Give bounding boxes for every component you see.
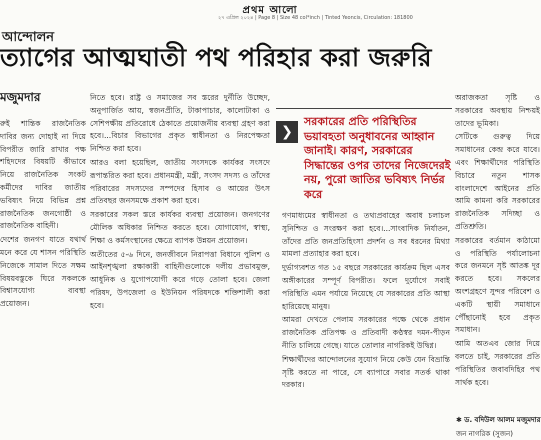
paragraph: আমরা দেখতে পেলাম সরকারের পক্ষে থেকে প্রধান রাজনৈতিক প্রতিপক্ষ ও প্রতিবাদী কণ্ঠস্বর দমন-পীড়ন নীতি চালিয়ে গেছে। যাতে তোলার নাগরিকই উদ্বিগ্ন। — [282, 315, 450, 350]
paragraph: রুই শান্তিক রাজনৈতিক দাবির জন্য দোহাই না দিয়ে বিপরীত জারি রাখার পক্ষ শহিদদের বিষয়টি কীভাবে নিয়ে রাজনৈতিক সংকট কর্মীদের দাবির জাতীয় ভবিষ্যৎ নিয়ে বিভিন্ন প্রশ্ন রাজনৈতিক জনগোষ্ঠী ও রাজনৈতিক বাহিনী। — [0, 119, 86, 231]
author-byline: মজুমদার — [0, 90, 41, 104]
article-column-2 — [90, 92, 270, 440]
masthead — [0, 0, 540, 24]
article-column-1 — [0, 118, 86, 440]
paragraph: দুর্ভাগ্যবশত গত ১৫ বছরে সরকারের কার্যক্রম ছিল এসব অঙ্গীকারের সম্পূর্ণ বিপরীত। ফলে দুর্যোগে সবাই পরিস্থিতি এমন পর্যায়ে নিয়েছে যে সরকারের প্রতি আস্থা হারিয়েছে মানুষ। — [282, 263, 450, 311]
newspaper-logo: প্রথম আলো — [242, 5, 298, 16]
paragraph: দেশের জনগণ যাতে যথার্থ মনে করে যে শাসন পরিস্থিতি নিজেকে সামাল দিতে সক্ষম বিষয়বস্তুকে ঘিরে সকলকে বিশ্বাসযোগ্য ব্যবস্থা প্রয়োজন। — [0, 235, 86, 309]
paragraph: গণমাধ্যমের স্বাধীনতা ও তথ্যপ্রবাহের অবাধ চলাচল সুনিশ্চিত ও সংরক্ষণ করা হবে।...সাংবাদিক নির্যাতন, তাঁদের প্রতি জনপ্রতিহিংসা প্রদর্শন ও সব ধরনের মিথ্যা মামলা প্রত্যাহার করা হবে। — [282, 211, 450, 259]
paragraph: সরকারের সকল স্তরে কার্যকর ব্যবস্থা প্রয়োজন। জনগণের মৌলিক অধিকার নিশ্চিত করতে হবে। যোগাযোগ, স্বাস্থ্য, শিক্ষা ও কর্মসংস্থানের ক্ষেত্রে ব্যাপক উন্নয়ন প্রয়োজন। — [90, 210, 270, 245]
paragraph: শিক্ষার্থীদের আন্দোলনের সুযোগ নিয়ে কেউ যেন বিভ্রান্তি সৃষ্টি করতে না পারে, সে ব্যাপারে সবার সতর্ক থাকা দরকার। — [282, 354, 450, 390]
paragraph: আরও বলা হয়েছিল, জাতীয় সংসদকে কার্যকর সংসদে রূপান্তরিত করা হবে। প্রধানমন্ত্রী, মন্ত্রী, সংসদ সদস্য ও তাঁদের পরিবারের সদস্যদের সম্পদের হিসাব ও আয়ের উৎস প্রতিবছর জনসমক্ষে প্রকাশ করা হবে। — [90, 157, 270, 206]
paragraph: অতীতের ৫-৬ দিনে, জনজীবনে নিরাপত্তা বিধানে পুলিশ ও আইনশৃঙ্খলা রক্ষাকারী বাহিনীগুলোকে দলীয় প্রভাবমুক্ত, আধুনিক ও যুগোপযোগী করে গড়ে তোলা হবে। জেলা পরিষদ, উপজেলা ও ইউনিয়ন পরিষদকে শক্তিশালী করা হবে। — [90, 249, 270, 310]
author-role: জন নাগরিক (সুজন) — [456, 430, 513, 438]
paragraph: অরাজকতা সৃষ্টি ও সরকারের অবস্থায় নিশ্চয়ই তাদের ভূমিকা। — [455, 93, 540, 128]
paragraph: সরকারের বর্তমান কাঠামো ও পরিস্থিতি পর্যালোচনা করে জনমনে সৃষ্ট আতঙ্ক দূর করতে হবে। সকলের অংশগ্রহণে সুন্দর পরিবেশ ও একটি স্থায়ী সমাধানে পৌঁছানোই হবে প্রকৃত সমাধান। — [455, 235, 540, 335]
article-column-4 — [455, 92, 540, 430]
paragraph: সেটিকে গুরুত্ব দিয়ে সমাধানের কেন্দ্র করে যাবে। এবং শিক্ষার্থীদের পরিস্থিতি বিচারে নতুন শাসক বাংলাদেশে আইনের প্রতি আমি কামনা করি সরকারের রাজনৈতিক সদিচ্ছা ও প্রতিশ্রুতি। — [455, 132, 540, 231]
section-label: আন্দোলন — [2, 30, 55, 45]
article-headline: ত্যাগের আত্মঘাতী পথ পরিহার করা জরুরি — [0, 43, 432, 72]
quote-chevron-icon: ❯ — [276, 121, 298, 143]
paragraph: নিতে হবে। রাষ্ট্র ও সমাজের সব স্তরের দুর্নীতি উচ্ছেদ, অনুপার্জিত আয়, স্বজনপ্রীতি, টাকাপাচার, কালোটাকা ও সেশিপক্ষীয় প্রতিরোধে ঠেকাতে প্রয়োজনীয় ব্যবস্থা গ্রহণ করা হবে।...বিচার বিভাগের প্রকৃত স্বাধীনতা ও নিরপেক্ষতা নিশ্চিত করা হবে। — [90, 93, 270, 154]
author-signature: ✱ ড. বদিউল আলম মজুমদার — [456, 416, 541, 424]
paragraph: আমি অতএব জোর দিয়ে বলতে চাই, সরকারের প্রতি পরিস্থিতির জবাবদিহির পথ সার্থক হবে। — [455, 339, 540, 387]
clipping-meta: ২৭ এপ্রিল ২০২৪ | Page 8 | Size 48 col*inch | Tinted Yeoncis, Circulation: 181800 — [218, 15, 413, 21]
pull-quote — [276, 108, 452, 203]
article-column-3 — [282, 210, 450, 440]
pull-quote-text: সরকারের প্রতি পরিস্থিতির ভয়াবহতা অনুধাবনের আহ্বান জানাই। কারণ, সরকারের সিদ্ধান্তের ওপর তাদের নিজেদেরই নয়, পুরো জাতির ভবিষ্যৎ নির্ভর করে — [304, 115, 451, 201]
